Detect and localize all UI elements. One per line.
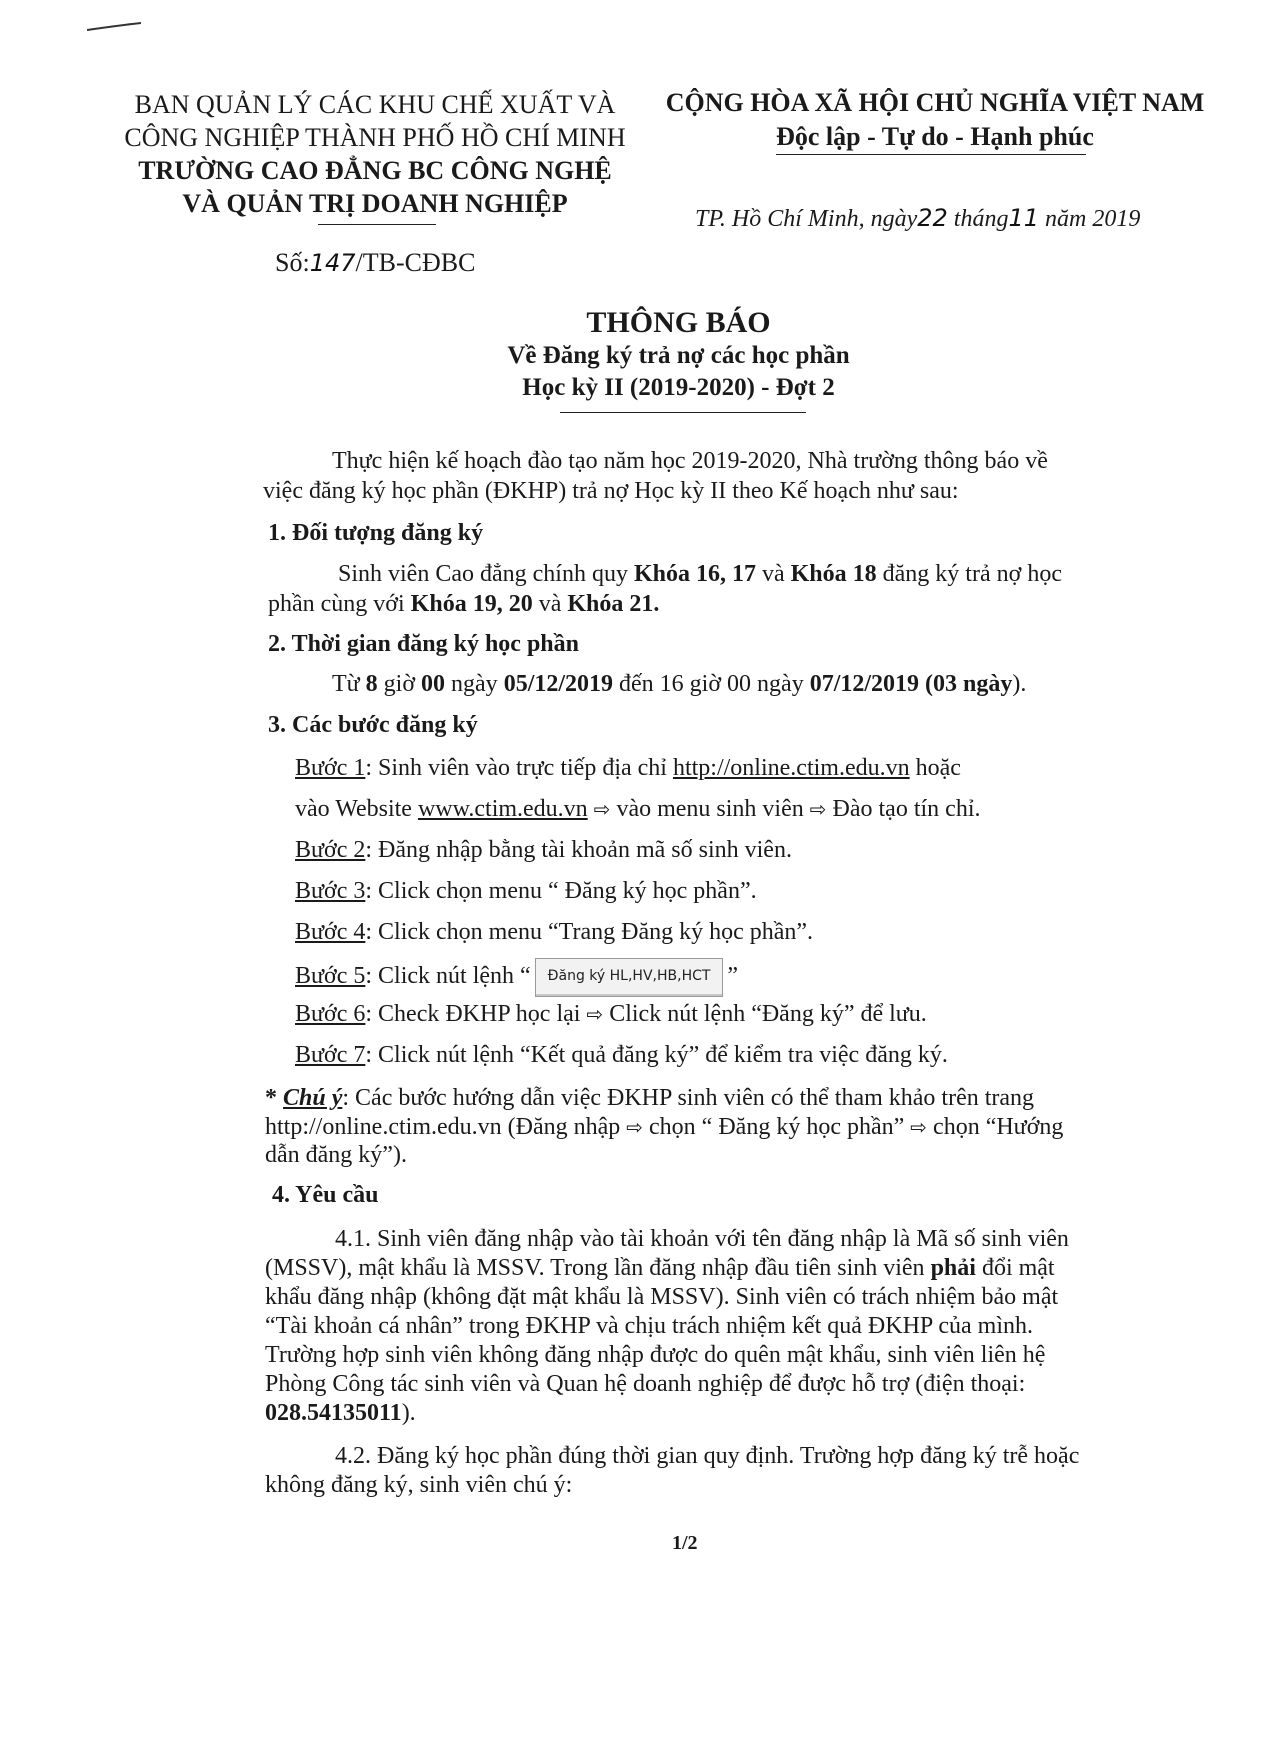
- section-4-heading: 4. Yêu cầu: [272, 1182, 379, 1208]
- intro-line-1: Thực hiện kế hoạch đào tạo năm học 2019-2020, Nhà trường thông báo về: [332, 448, 1048, 474]
- issuer-line-3: TRƯỜNG CAO ĐẲNG BC CÔNG NGHỆ: [138, 156, 612, 185]
- step-7: Bước 7: Click nút lệnh “Kết quả đăng ký” để kiểm tra việc đăng ký.: [295, 1042, 948, 1068]
- issue-month: 11: [1008, 204, 1039, 232]
- right-arrow-icon: ⇨: [593, 797, 611, 821]
- page-number: 1/2: [672, 1532, 698, 1554]
- section-1-line-1: Sinh viên Cao đẳng chính quy Khóa 16, 17 và Khóa 18 đăng ký trả nợ học: [338, 561, 1062, 587]
- issuer-underline: [318, 224, 436, 225]
- req-1-line-5: Trường hợp sinh viên không đăng nhập được do quên mật khẩu, sinh viên liên hệ: [265, 1342, 1046, 1368]
- issuer-header: [120, 88, 630, 220]
- right-arrow-icon: ⇨: [586, 1002, 604, 1026]
- req-1-line-6: Phòng Công tác sinh viên và Quan hệ doanh nghiệp để được hỗ trợ (điện thoại:: [265, 1371, 1026, 1397]
- national-title: CỘNG HÒA XÃ HỘI CHỦ NGHĨA VIỆT NAM: [665, 88, 1205, 117]
- step-4: Bước 4: Click chọn menu “Trang Đăng ký học phần”.: [295, 919, 814, 945]
- issuer-line-1: BAN QUẢN LÝ CÁC KHU CHẾ XUẤT VÀ: [134, 90, 616, 119]
- national-header: [650, 86, 1220, 154]
- step-3: Bước 3: Click chọn menu “ Đăng ký học phần”.: [295, 878, 757, 904]
- step-6: Bước 6: Check ĐKHP học lại ⇨ Click nút lệnh “Đăng ký” để lưu.: [295, 1001, 927, 1027]
- right-arrow-icon: ⇨: [910, 1115, 928, 1139]
- note-line-3: dẫn đăng ký”).: [265, 1142, 407, 1168]
- req-1-line-3: khẩu đăng nhập (không đặt mật khẩu là MSSV). Sinh viên có trách nhiệm bảo mật: [265, 1284, 1059, 1310]
- website-link[interactable]: www.ctim.edu.vn: [417, 796, 588, 822]
- section-3-heading: 3. Các bước đăng ký: [268, 712, 478, 738]
- req-1-line-7: 028.54135011).: [265, 1400, 416, 1426]
- step-5: Bước 5: Click nút lệnh “ Đăng ký HL,HV,HB,HCT ”: [295, 958, 738, 997]
- note-line-2: http://online.ctim.edu.vn (Đăng nhập ⇨ chọn “ Đăng ký học phần” ⇨ chọn “Hướng: [265, 1114, 1064, 1140]
- section-2-line: Từ 8 giờ 00 ngày 05/12/2019 đến 16 giờ 00 ngày 07/12/2019 (03 ngày).: [332, 671, 1027, 697]
- notice-subtitle-2: Học kỳ II (2019-2020) - Đợt 2: [522, 374, 835, 401]
- notice-subtitle-1: Về Đăng ký trả nợ các học phần: [507, 342, 850, 369]
- section-1-heading: 1. Đối tượng đăng ký: [268, 520, 484, 546]
- req-1-line-1: 4.1. Sinh viên đăng nhập vào tài khoản với tên đăng nhập là Mã số sinh viên: [335, 1226, 1069, 1252]
- req-1-line-2: (MSSV), mật khẩu là MSSV. Trong lần đăng nhập đầu tiên sinh viên phải đổi mật: [265, 1255, 1055, 1281]
- section-1-line-2: phần cùng với Khóa 19, 20 và Khóa 21.: [268, 591, 660, 617]
- note-line-1: * Chú ý: Các bước hướng dẫn việc ĐKHP sinh viên có thể tham khảo trên trang: [265, 1085, 1035, 1111]
- req-2-line-2: không đăng ký, sinh viên chú ý:: [265, 1472, 573, 1498]
- scan-mark-icon: [86, 22, 142, 32]
- online-portal-link[interactable]: http://online.ctim.edu.vn: [672, 755, 910, 781]
- step-1: Bước 1: Sinh viên vào trực tiếp địa chỉ http://online.ctim.edu.vn hoặc: [295, 755, 961, 781]
- right-arrow-icon: ⇨: [626, 1115, 644, 1139]
- document-number-value: 147: [309, 249, 356, 277]
- section-2-heading: 2. Thời gian đăng ký học phần: [268, 631, 579, 657]
- national-motto: Độc lập - Tự do - Hạnh phúc: [776, 122, 1094, 151]
- req-2-line-1: 4.2. Đăng ký học phần đúng thời gian quy định. Trường hợp đăng ký trễ hoặc: [335, 1443, 1080, 1469]
- issuer-line-4: VÀ QUẢN TRỊ DOANH NGHIỆP: [182, 189, 568, 218]
- motto-underline: [776, 154, 1086, 155]
- issuer-line-2: CÔNG NGHIỆP THÀNH PHỐ HỒ CHÍ MINH: [124, 123, 626, 152]
- document-number: Số:147/TB-CĐBC: [275, 248, 476, 277]
- step-2: Bước 2: Đăng nhập bằng tài khoản mã số sinh viên.: [295, 837, 792, 863]
- req-1-line-4: “Tài khoản cá nhân” trong ĐKHP và chịu trách nhiệm kết quả ĐKHP của mình.: [265, 1313, 1033, 1339]
- issue-day: 22: [917, 204, 948, 232]
- right-arrow-icon: ⇨: [809, 797, 827, 821]
- title-underline: [560, 412, 806, 413]
- notice-title: THÔNG BÁO: [586, 306, 771, 339]
- register-retake-button[interactable]: Đăng ký HL,HV,HB,HCT: [535, 958, 724, 997]
- issue-date: TP. Hồ Chí Minh, ngày22 tháng11 năm 2019: [695, 204, 1141, 232]
- intro-line-2: việc đăng ký học phần (ĐKHP) trả nợ Học kỳ II theo Kế hoạch như sau:: [263, 478, 959, 504]
- step-1-continued: vào Website www.ctim.edu.vn ⇨ vào menu sinh viên ⇨ Đào tạo tín chỉ.: [295, 796, 981, 822]
